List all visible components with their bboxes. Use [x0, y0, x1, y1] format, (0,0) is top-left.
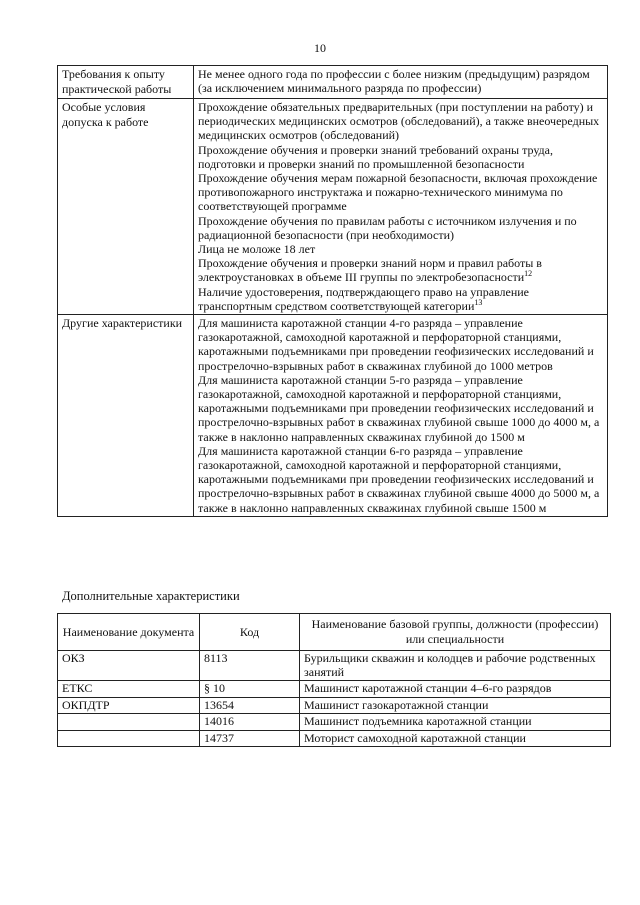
requirement-content [194, 315, 608, 517]
cell-group-name: Машинист подъемника каротажной станции [300, 714, 611, 731]
requirement-row [58, 99, 608, 315]
cell-code: 14737 [200, 730, 300, 747]
requirement-content [194, 66, 608, 99]
requirements-table [57, 65, 608, 517]
requirement-item-text: Для машиниста каротажной станции 4-го разряда – управление газокаротажной, самоходной каротажной и перфораторной станциями, каротажными подъемниками при проведении геофизических исследований и прострелочно-взрывных работ в скважинах глубиной до 1000 метров [198, 316, 594, 373]
requirement-item [198, 373, 603, 444]
header-code: Код [200, 614, 300, 651]
cell-document: ОКПДТР [58, 697, 200, 714]
cell-group-name: Моторист самоходной каротажной станции [300, 730, 611, 747]
requirement-item-text: Прохождение обучения мерам пожарной безопасности, включая прохождение противопожарного инструктажа и пожарно-технического минимума по соответствующей программе [198, 171, 598, 214]
cell-code: 14016 [200, 714, 300, 731]
requirement-item [198, 242, 603, 256]
cell-document: ЕТКС [58, 681, 200, 698]
requirements-body [58, 66, 608, 517]
requirement-row [58, 315, 608, 517]
requirement-item [198, 143, 603, 171]
cell-group-name: Машинист каротажной станции 4–6-го разрядов [300, 681, 611, 698]
requirement-item [198, 256, 603, 284]
requirement-item-text: Для машиниста каротажной станции 6-го разряда – управление газокаротажной, самоходной каротажной и перфораторной станциями, каротажными подъемниками при проведении геофизических исследований и прострелочно-взрывных работ в скважинах глубиной свыше 4000 до 5000 м, а также в наклонно направленных скважинах глубиной свыше 1500 м [198, 443, 600, 515]
requirement-item-text: Прохождение обучения и проверки знаний норм и правил работы в электроустановках в объеме III группы по электробезопасности [198, 256, 542, 285]
extra-characteristics-table [57, 613, 611, 747]
extra-table-row [58, 730, 611, 747]
requirement-item-text: Лица не моложе 18 лет [198, 242, 316, 257]
requirement-item-text: Прохождение обучения и проверки знаний требований охраны труда, подготовки и проверки знаний по промышленной безопасности [198, 142, 553, 171]
cell-group-name: Машинист газокаротажной станции [300, 697, 611, 714]
requirement-label: Особые условия допуска к работе [58, 99, 194, 315]
requirement-item-text: Для машиниста каротажной станции 5-го разряда – управление газокаротажной, самоходной каротажной и перфораторной станциями, каротажными подъемниками при проведении геофизических исследований и прострелочно-взрывных работ в скважинах глубиной свыше 1000 до 4000 м, а также в наклонно направленных скважинах глубиной до 1500 м [198, 372, 600, 444]
extra-table-body [58, 651, 611, 747]
page-number: 10 [314, 41, 326, 55]
extra-table-row [58, 681, 611, 698]
requirement-label: Другие характеристики [58, 315, 194, 517]
requirement-item-text: Прохождение обязательных предварительных (при поступлении на работу) и периодических медицинских осмотров (обследований), а также внеочередных медицинских осмотров (обследований) [198, 100, 600, 143]
requirement-content [194, 99, 608, 315]
requirement-label: Требования к опыту практической работы [58, 66, 194, 99]
extra-table-row [58, 714, 611, 731]
extra-characteristics-title: Дополнительные характеристики [62, 589, 240, 603]
header-group-name: Наименование базовой группы, должности (профессии) или специальности [300, 614, 611, 651]
cell-document: ОКЗ [58, 651, 200, 681]
footnote-marker: 13 [474, 297, 483, 307]
requirement-item [198, 316, 603, 373]
extra-table-row [58, 651, 611, 681]
cell-document [58, 714, 200, 731]
requirement-item-text: Прохождение обучения по правилам работы с источником излучения и по радиационной безопасности (при необходимости) [198, 213, 577, 242]
cell-code: § 10 [200, 681, 300, 698]
extra-table-header-row [58, 614, 611, 651]
requirement-item-text: Наличие удостоверения, подтверждающего право на управление транспортным средством соответствующей категории [198, 284, 530, 313]
requirement-item [198, 444, 603, 515]
extra-table-row [58, 697, 611, 714]
requirement-row [58, 66, 608, 99]
cell-group-name: Бурильщики скважин и колодцев и рабочие родственных занятий [300, 651, 611, 681]
cell-code: 13654 [200, 697, 300, 714]
requirement-item [198, 100, 603, 143]
requirement-item [198, 285, 603, 313]
header-document: Наименование документа [58, 614, 200, 651]
requirement-item [198, 171, 603, 214]
footnote-marker: 12 [524, 269, 533, 279]
requirement-item [198, 67, 603, 95]
cell-code: 8113 [200, 651, 300, 681]
requirement-item [198, 214, 603, 242]
cell-document [58, 730, 200, 747]
requirement-item-text: Не менее одного года по профессии с более низким (предыдущим) разрядом (за исключением минимального разряда по профессии) [198, 67, 590, 96]
